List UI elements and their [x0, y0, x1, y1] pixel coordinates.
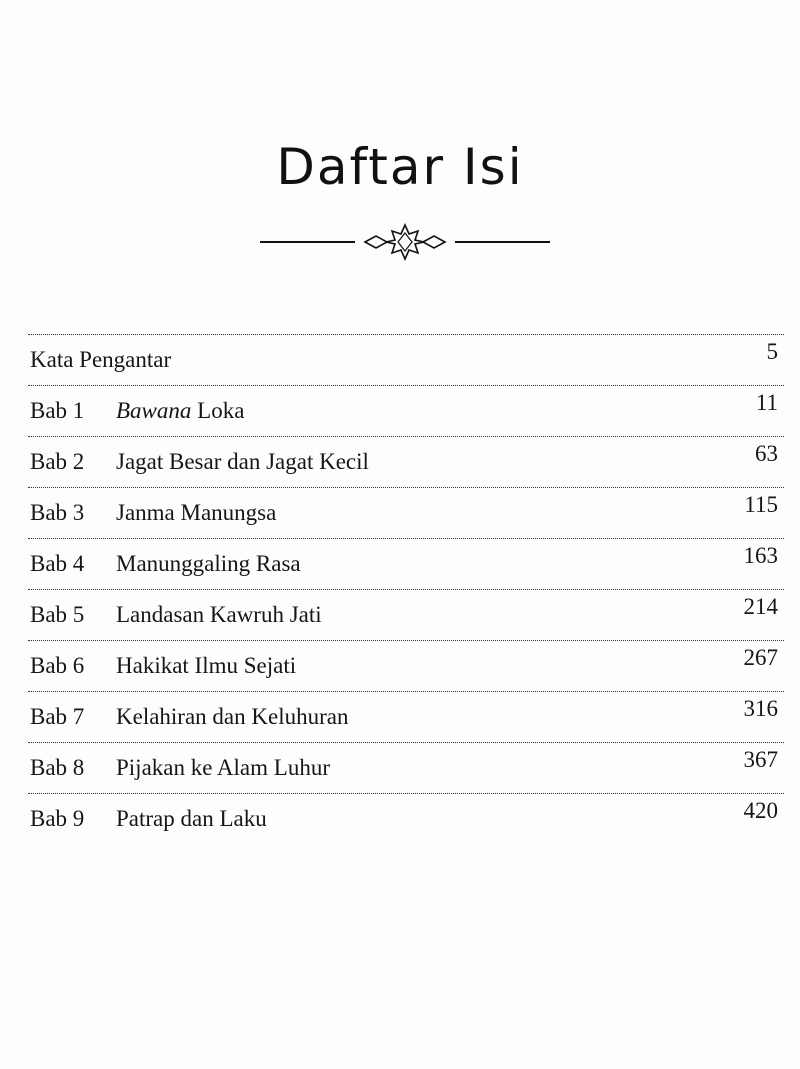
toc-entry-page: 214 [743, 594, 778, 619]
toc-entry-label [30, 653, 296, 679]
toc-entry-label [30, 806, 267, 832]
toc-entry-label [30, 551, 301, 577]
toc-entry-title-italic: Bawana [116, 398, 192, 423]
toc-entry-label [30, 347, 171, 373]
toc-entry-title: Manunggaling Rasa [116, 551, 301, 576]
toc-entry-page: 267 [743, 645, 778, 670]
toc-entry-page: 115 [744, 492, 778, 517]
toc-entry-title: Kata Pengantar [30, 347, 172, 372]
toc-entry[interactable] [28, 590, 784, 640]
toc-entry-title: Pijakan ke Alam Luhur [116, 755, 330, 780]
toc-entry-chapter: Bab 9 [30, 806, 85, 831]
toc-entry-chapter: Bab 2 [30, 449, 85, 474]
ornament-divider-icon [260, 222, 550, 262]
toc-entry-title: Landasan Kawruh Jati [116, 602, 322, 627]
toc-entry-chapter: Bab 4 [30, 551, 85, 576]
toc-entry[interactable] [28, 386, 784, 436]
toc-entry[interactable] [28, 488, 784, 538]
toc-entry-label [30, 500, 276, 526]
toc-entry-chapter: Bab 5 [30, 602, 85, 627]
toc-entry-chapter: Bab 1 [30, 398, 85, 423]
toc-entry-title: Hakikat Ilmu Sejati [116, 653, 297, 678]
toc-entry-chapter: Bab 3 [30, 500, 85, 525]
toc-entry-page: 420 [743, 798, 778, 823]
toc-entry-chapter: Bab 6 [30, 653, 85, 678]
toc-entry-page: 5 [766, 339, 778, 364]
toc-entry-label [30, 398, 244, 424]
toc-entry[interactable] [28, 692, 784, 742]
toc-entry-title: Janma Manungsa [116, 500, 277, 525]
toc-entry[interactable] [28, 794, 784, 844]
toc-entry-chapter: Bab 7 [30, 704, 85, 729]
toc-entry-title: Patrap dan Laku [116, 806, 267, 831]
toc-entry[interactable] [28, 437, 784, 487]
toc-entry-title: Jagat Besar dan Jagat Kecil [116, 449, 369, 474]
toc-entry-page: 316 [743, 696, 778, 721]
toc-entry-page: 63 [755, 441, 778, 466]
toc-entry-chapter: Bab 8 [30, 755, 85, 780]
toc-entry-page: 367 [743, 747, 778, 772]
toc-entry-title: Loka [191, 398, 245, 423]
page-title: Daftar Isi [276, 138, 524, 196]
toc-entry-label [30, 449, 369, 475]
table-of-contents [28, 334, 784, 844]
toc-entry-label [30, 755, 330, 781]
toc-entry[interactable] [28, 335, 784, 385]
toc-entry[interactable] [28, 743, 784, 793]
toc-entry-label [30, 602, 322, 628]
toc-entry-page: 11 [755, 390, 778, 415]
toc-entry[interactable] [28, 641, 784, 691]
toc-entry-label [30, 704, 348, 730]
toc-entry-title: Kelahiran dan Keluhuran [116, 704, 349, 729]
toc-entry-page: 163 [743, 543, 778, 568]
toc-entry[interactable] [28, 539, 784, 589]
